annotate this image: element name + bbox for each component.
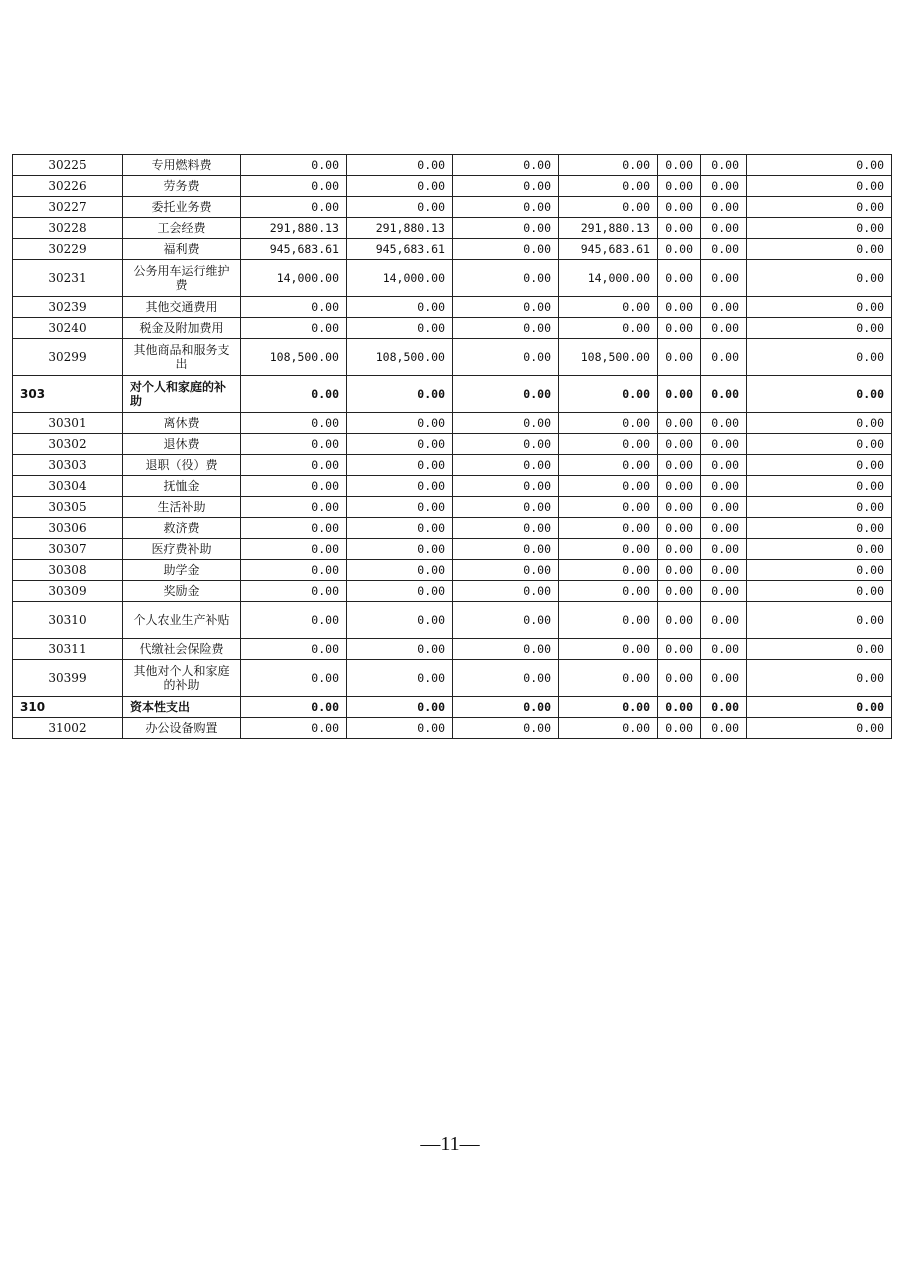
subject-code-cell: 30306 <box>13 518 123 539</box>
amount-cell: 0.00 <box>701 581 747 602</box>
amount-cell: 0.00 <box>658 218 701 239</box>
amount-cell: 0.00 <box>347 660 453 697</box>
amount-cell: 0.00 <box>347 581 453 602</box>
amount-cell: 0.00 <box>658 339 701 376</box>
amount-cell: 0.00 <box>453 602 559 639</box>
table-row <box>13 497 892 518</box>
amount-cell: 0.00 <box>658 518 701 539</box>
amount-cell: 0.00 <box>701 413 747 434</box>
amount-cell: 0.00 <box>658 176 701 197</box>
amount-cell: 0.00 <box>701 602 747 639</box>
amount-cell: 0.00 <box>701 339 747 376</box>
subject-code-cell: 30239 <box>13 297 123 318</box>
amount-cell: 0.00 <box>241 197 347 218</box>
amount-cell: 0.00 <box>559 318 658 339</box>
amount-cell: 0.00 <box>241 434 347 455</box>
amount-cell: 0.00 <box>559 660 658 697</box>
amount-cell: 0.00 <box>747 155 892 176</box>
subject-name-cell: 其他商品和服务支出 <box>123 339 241 376</box>
amount-cell: 0.00 <box>658 297 701 318</box>
subject-code-cell: 30303 <box>13 455 123 476</box>
amount-cell: 0.00 <box>347 197 453 218</box>
subject-code-cell: 30226 <box>13 176 123 197</box>
amount-cell: 0.00 <box>701 318 747 339</box>
amount-cell: 0.00 <box>347 518 453 539</box>
table-group-row <box>13 376 892 413</box>
amount-cell: 0.00 <box>747 660 892 697</box>
amount-cell: 0.00 <box>747 339 892 376</box>
subject-name-cell: 退休费 <box>123 434 241 455</box>
amount-cell: 0.00 <box>559 297 658 318</box>
table-body <box>13 155 892 739</box>
subject-name-cell: 其他交通费用 <box>123 297 241 318</box>
amount-cell: 0.00 <box>658 318 701 339</box>
amount-cell: 0.00 <box>241 476 347 497</box>
amount-cell: 0.00 <box>241 497 347 518</box>
subject-name-cell: 抚恤金 <box>123 476 241 497</box>
table-row <box>13 560 892 581</box>
amount-cell: 0.00 <box>453 518 559 539</box>
amount-cell: 0.00 <box>747 197 892 218</box>
amount-cell: 0.00 <box>347 376 453 413</box>
table-group-row <box>13 697 892 718</box>
amount-cell: 0.00 <box>658 239 701 260</box>
amount-cell: 0.00 <box>701 297 747 318</box>
amount-cell: 0.00 <box>701 260 747 297</box>
amount-cell: 108,500.00 <box>241 339 347 376</box>
amount-cell: 291,880.13 <box>559 218 658 239</box>
amount-cell: 0.00 <box>747 413 892 434</box>
table-row <box>13 518 892 539</box>
subject-code-cell: 30311 <box>13 639 123 660</box>
amount-cell: 0.00 <box>559 476 658 497</box>
table-row <box>13 155 892 176</box>
amount-cell: 0.00 <box>701 455 747 476</box>
amount-cell: 0.00 <box>701 434 747 455</box>
subject-name-cell: 退职（役）费 <box>123 455 241 476</box>
subject-code-cell: 310 <box>13 697 123 718</box>
amount-cell: 0.00 <box>747 602 892 639</box>
subject-code-cell: 31002 <box>13 718 123 739</box>
amount-cell: 0.00 <box>658 718 701 739</box>
amount-cell: 0.00 <box>701 660 747 697</box>
table-row <box>13 339 892 376</box>
amount-cell: 0.00 <box>559 581 658 602</box>
subject-code-cell: 303 <box>13 376 123 413</box>
subject-code-cell: 30308 <box>13 560 123 581</box>
subject-code-cell: 30305 <box>13 497 123 518</box>
subject-code-cell: 30240 <box>13 318 123 339</box>
amount-cell: 0.00 <box>241 155 347 176</box>
amount-cell: 0.00 <box>701 476 747 497</box>
subject-name-cell: 专用燃料费 <box>123 155 241 176</box>
amount-cell: 0.00 <box>747 518 892 539</box>
amount-cell: 0.00 <box>241 581 347 602</box>
amount-cell: 0.00 <box>559 497 658 518</box>
amount-cell: 0.00 <box>241 539 347 560</box>
amount-cell: 0.00 <box>453 539 559 560</box>
amount-cell: 0.00 <box>747 239 892 260</box>
table-row <box>13 197 892 218</box>
amount-cell: 0.00 <box>453 260 559 297</box>
table-row <box>13 218 892 239</box>
amount-cell: 0.00 <box>241 660 347 697</box>
amount-cell: 0.00 <box>347 602 453 639</box>
amount-cell: 0.00 <box>658 539 701 560</box>
subject-name-cell: 救济费 <box>123 518 241 539</box>
amount-cell: 0.00 <box>747 376 892 413</box>
table-row <box>13 476 892 497</box>
amount-cell: 0.00 <box>747 297 892 318</box>
amount-cell: 0.00 <box>347 434 453 455</box>
amount-cell: 0.00 <box>658 413 701 434</box>
amount-cell: 0.00 <box>347 455 453 476</box>
amount-cell: 0.00 <box>453 376 559 413</box>
amount-cell: 0.00 <box>347 413 453 434</box>
amount-cell: 0.00 <box>701 239 747 260</box>
subject-name-cell: 代缴社会保险费 <box>123 639 241 660</box>
amount-cell: 0.00 <box>347 318 453 339</box>
amount-cell: 0.00 <box>747 260 892 297</box>
amount-cell: 0.00 <box>747 476 892 497</box>
subject-name-cell: 委托业务费 <box>123 197 241 218</box>
amount-cell: 0.00 <box>747 539 892 560</box>
amount-cell: 0.00 <box>701 376 747 413</box>
subject-code-cell: 30231 <box>13 260 123 297</box>
amount-cell: 0.00 <box>559 518 658 539</box>
amount-cell: 0.00 <box>747 697 892 718</box>
subject-code-cell: 30310 <box>13 602 123 639</box>
subject-code-cell: 30228 <box>13 218 123 239</box>
amount-cell: 0.00 <box>347 697 453 718</box>
subject-name-cell: 福利费 <box>123 239 241 260</box>
amount-cell: 0.00 <box>701 497 747 518</box>
amount-cell: 0.00 <box>453 318 559 339</box>
amount-cell: 0.00 <box>658 155 701 176</box>
subject-name-cell: 医疗费补助 <box>123 539 241 560</box>
table-row <box>13 581 892 602</box>
amount-cell: 0.00 <box>559 718 658 739</box>
amount-cell: 0.00 <box>241 455 347 476</box>
table-row <box>13 413 892 434</box>
amount-cell: 0.00 <box>559 697 658 718</box>
amount-cell: 0.00 <box>347 718 453 739</box>
amount-cell: 0.00 <box>241 413 347 434</box>
amount-cell: 0.00 <box>701 697 747 718</box>
amount-cell: 0.00 <box>453 581 559 602</box>
amount-cell: 0.00 <box>559 539 658 560</box>
amount-cell: 0.00 <box>658 497 701 518</box>
amount-cell: 0.00 <box>559 455 658 476</box>
amount-cell: 0.00 <box>658 581 701 602</box>
amount-cell: 0.00 <box>559 434 658 455</box>
amount-cell: 0.00 <box>453 197 559 218</box>
amount-cell: 0.00 <box>747 455 892 476</box>
amount-cell: 0.00 <box>347 155 453 176</box>
subject-name-cell: 工会经费 <box>123 218 241 239</box>
amount-cell: 0.00 <box>241 560 347 581</box>
amount-cell: 0.00 <box>241 718 347 739</box>
amount-cell: 0.00 <box>559 376 658 413</box>
subject-name-cell: 劳务费 <box>123 176 241 197</box>
amount-cell: 14,000.00 <box>241 260 347 297</box>
amount-cell: 0.00 <box>453 297 559 318</box>
subject-name-cell: 离休费 <box>123 413 241 434</box>
amount-cell: 0.00 <box>747 176 892 197</box>
subject-code-cell: 30309 <box>13 581 123 602</box>
amount-cell: 0.00 <box>453 697 559 718</box>
amount-cell: 0.00 <box>701 718 747 739</box>
amount-cell: 945,683.61 <box>347 239 453 260</box>
amount-cell: 0.00 <box>658 197 701 218</box>
amount-cell: 0.00 <box>453 155 559 176</box>
amount-cell: 0.00 <box>453 560 559 581</box>
amount-cell: 0.00 <box>241 176 347 197</box>
amount-cell: 0.00 <box>241 318 347 339</box>
amount-cell: 0.00 <box>658 602 701 639</box>
amount-cell: 0.00 <box>658 434 701 455</box>
table-row <box>13 260 892 297</box>
amount-cell: 0.00 <box>453 476 559 497</box>
amount-cell: 0.00 <box>559 197 658 218</box>
table-row <box>13 639 892 660</box>
amount-cell: 0.00 <box>453 413 559 434</box>
amount-cell: 0.00 <box>658 376 701 413</box>
amount-cell: 0.00 <box>347 539 453 560</box>
amount-cell: 14,000.00 <box>559 260 658 297</box>
subject-name-cell: 对个人和家庭的补助 <box>123 376 241 413</box>
amount-cell: 0.00 <box>347 476 453 497</box>
subject-name-cell: 公务用车运行维护费 <box>123 260 241 297</box>
amount-cell: 0.00 <box>453 239 559 260</box>
amount-cell: 0.00 <box>241 376 347 413</box>
amount-cell: 0.00 <box>701 560 747 581</box>
subject-code-cell: 30227 <box>13 197 123 218</box>
amount-cell: 0.00 <box>658 476 701 497</box>
table-row <box>13 239 892 260</box>
subject-name-cell: 办公设备购置 <box>123 718 241 739</box>
amount-cell: 0.00 <box>453 339 559 376</box>
amount-cell: 0.00 <box>747 497 892 518</box>
subject-name-cell: 生活补助 <box>123 497 241 518</box>
table-row <box>13 455 892 476</box>
amount-cell: 0.00 <box>701 176 747 197</box>
amount-cell: 0.00 <box>453 718 559 739</box>
table-row <box>13 718 892 739</box>
table-row <box>13 434 892 455</box>
subject-name-cell: 资本性支出 <box>123 697 241 718</box>
amount-cell: 0.00 <box>453 497 559 518</box>
table-row <box>13 539 892 560</box>
amount-cell: 0.00 <box>241 297 347 318</box>
amount-cell: 0.00 <box>347 176 453 197</box>
amount-cell: 0.00 <box>241 639 347 660</box>
amount-cell: 0.00 <box>747 639 892 660</box>
amount-cell: 0.00 <box>747 560 892 581</box>
amount-cell: 0.00 <box>701 639 747 660</box>
amount-cell: 0.00 <box>559 155 658 176</box>
subject-name-cell: 税金及附加费用 <box>123 318 241 339</box>
subject-name-cell: 助学金 <box>123 560 241 581</box>
amount-cell: 0.00 <box>658 560 701 581</box>
amount-cell: 0.00 <box>347 497 453 518</box>
subject-code-cell: 30302 <box>13 434 123 455</box>
subject-code-cell: 30399 <box>13 660 123 697</box>
amount-cell: 0.00 <box>701 218 747 239</box>
subject-name-cell: 奖励金 <box>123 581 241 602</box>
amount-cell: 0.00 <box>747 434 892 455</box>
amount-cell: 0.00 <box>747 318 892 339</box>
amount-cell: 0.00 <box>658 697 701 718</box>
subject-code-cell: 30301 <box>13 413 123 434</box>
amount-cell: 0.00 <box>559 602 658 639</box>
subject-code-cell: 30225 <box>13 155 123 176</box>
amount-cell: 0.00 <box>559 413 658 434</box>
subject-code-cell: 30229 <box>13 239 123 260</box>
amount-cell: 0.00 <box>347 560 453 581</box>
amount-cell: 108,500.00 <box>347 339 453 376</box>
table-row <box>13 660 892 697</box>
amount-cell: 0.00 <box>241 697 347 718</box>
amount-cell: 0.00 <box>453 218 559 239</box>
amount-cell: 0.00 <box>747 581 892 602</box>
amount-cell: 0.00 <box>559 560 658 581</box>
amount-cell: 0.00 <box>453 639 559 660</box>
amount-cell: 291,880.13 <box>241 218 347 239</box>
amount-cell: 0.00 <box>658 260 701 297</box>
amount-cell: 945,683.61 <box>559 239 658 260</box>
amount-cell: 0.00 <box>701 518 747 539</box>
amount-cell: 0.00 <box>347 297 453 318</box>
amount-cell: 0.00 <box>453 455 559 476</box>
page-number: —11— <box>420 1133 480 1155</box>
amount-cell: 14,000.00 <box>347 260 453 297</box>
subject-code-cell: 30304 <box>13 476 123 497</box>
amount-cell: 0.00 <box>658 660 701 697</box>
table-row <box>13 602 892 639</box>
table-row <box>13 176 892 197</box>
amount-cell: 108,500.00 <box>559 339 658 376</box>
amount-cell: 0.00 <box>453 434 559 455</box>
amount-cell: 0.00 <box>453 176 559 197</box>
amount-cell: 0.00 <box>701 539 747 560</box>
table-row <box>13 318 892 339</box>
amount-cell: 291,880.13 <box>347 218 453 239</box>
amount-cell: 0.00 <box>747 718 892 739</box>
amount-cell: 0.00 <box>241 518 347 539</box>
expenditure-table <box>12 154 892 739</box>
table-row <box>13 297 892 318</box>
amount-cell: 0.00 <box>658 639 701 660</box>
subject-code-cell: 30299 <box>13 339 123 376</box>
amount-cell: 945,683.61 <box>241 239 347 260</box>
amount-cell: 0.00 <box>241 602 347 639</box>
amount-cell: 0.00 <box>747 218 892 239</box>
amount-cell: 0.00 <box>701 197 747 218</box>
subject-name-cell: 个人农业生产补贴 <box>123 602 241 639</box>
amount-cell: 0.00 <box>347 639 453 660</box>
amount-cell: 0.00 <box>559 176 658 197</box>
amount-cell: 0.00 <box>701 155 747 176</box>
amount-cell: 0.00 <box>559 639 658 660</box>
amount-cell: 0.00 <box>658 455 701 476</box>
amount-cell: 0.00 <box>453 660 559 697</box>
subject-name-cell: 其他对个人和家庭的补助 <box>123 660 241 697</box>
subject-code-cell: 30307 <box>13 539 123 560</box>
